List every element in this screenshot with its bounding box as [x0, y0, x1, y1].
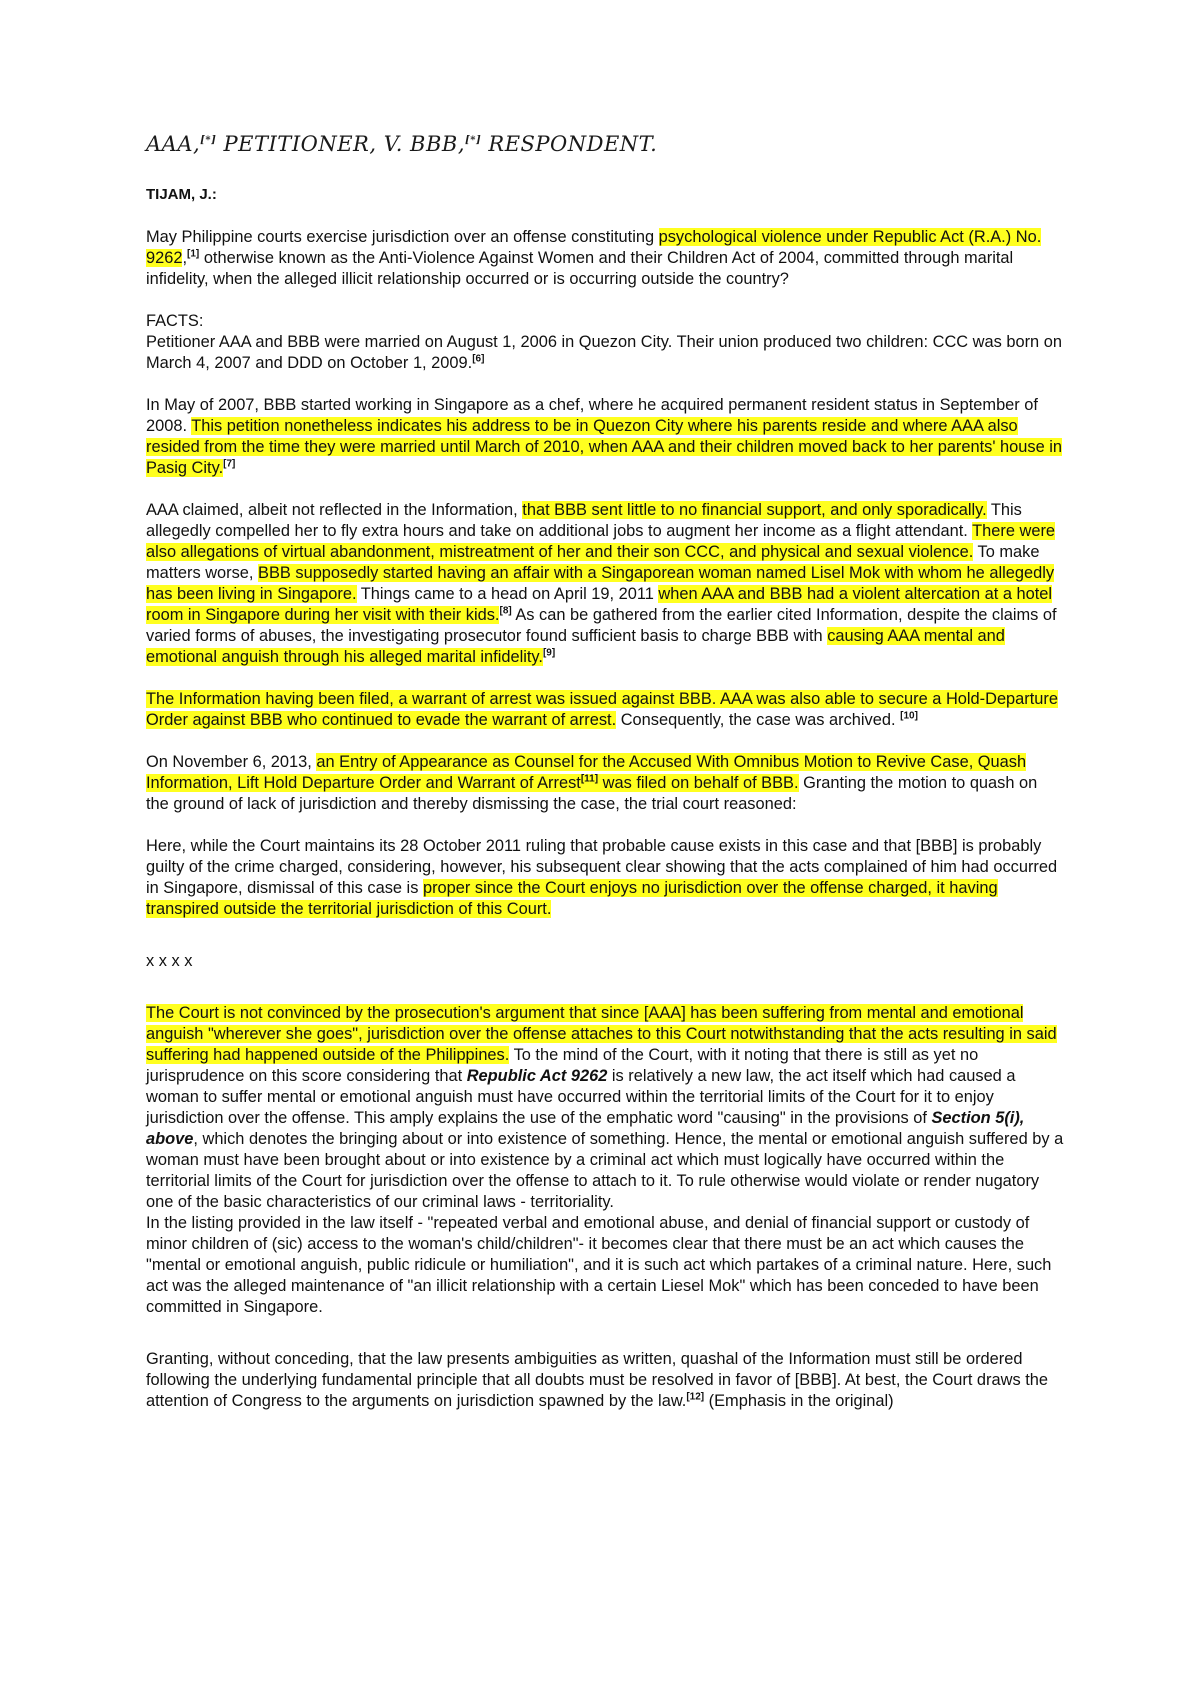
highlight: There were also allegations of virtual abandonment, mistreatment of her and their son CCC, and physical and sexual violence.: [146, 522, 1056, 561]
footnote-ref[interactable]: [*]: [200, 135, 217, 146]
highlight: causing AAA mental and emotional anguish through his alleged marital infidelity.: [146, 627, 1005, 666]
footnote-ref[interactable]: [8]: [499, 605, 512, 617]
highlight: The Information having been filed, a warrant of arrest was issued against BBB. AAA was also able to secure a Hold-Departure Order against BBB who continued to evade the warrant of arrest.: [146, 690, 1058, 729]
footnote-ref[interactable]: [9]: [542, 647, 556, 659]
residence-paragraph: In May of 2007, BBB started working in Singapore as a chef, where he acquired permanent resident status in September of 2008. This petition nonetheless indicates his address to be in Quezon City where his parents reside and where AAA also resided from the time they were married until March of 2010, when AAA and their children moved back to her parents' house in Pasig City.[7]: [146, 396, 1063, 477]
footnote-ref[interactable]: [7]: [223, 458, 236, 470]
issue-paragraph: May Philippine courts exercise jurisdiction over an offense constituting psychological violence under Republic Act (R.A.) No. 9262,[1] otherwise known as the Anti-Violence Against Women and their Children Act of 2004, committed through marital infidelity, when the alleged illicit relationship occurred or is occurring outside the country?: [146, 228, 1042, 288]
footnote-ref[interactable]: [6]: [472, 353, 485, 365]
listing-paragraph: In the listing provided in the law itself - "repeated verbal and emotional abuse, and denial of financial support or custody of minor children of (sic) access to the woman's child/children"- it becomes clear that there must be an act which causes the "mental or emotional anguish, public ridicule or humiliation", and it is such act which partakes of a criminal nature. Here, such act was the alleged maintenance of "an illicit relationship with a certain Liesel Mok" which has been conceded to have been committed in Singapore.: [146, 1214, 1052, 1316]
highlight: that BBB sent little to no financial support, and only sporadically.: [522, 501, 987, 519]
facts-paragraph: Petitioner AAA and BBB were married on August 1, 2006 in Quezon City. Their union produced two children: CCC was born on March 4, 2007 and DDD on October 1, 2009.[6]: [146, 333, 1062, 372]
highlight: psychological violence under Republic Act (R.A.) No. 9262: [146, 228, 1042, 267]
footnote-ref[interactable]: [10]: [900, 710, 918, 722]
claims-paragraph: AAA claimed, albeit not reflected in the Information, that BBB sent little to no financial support, and only sporadically. This allegedly compelled her to fly extra hours and take on additional jobs to augment her income as a flight attendant. There were also allegations of virtual abandonment, mistreatment of her and their son CCC, and physical and sexual violence. To make matters worse, BBB supposedly started having an affair with a Singaporean woman named Lisel Mok with whom he allegedly has been living in Singapore. Things came to a head on April 19, 2011 when AAA and BBB had a violent altercation at a hotel room in Singapore during her visit with their kids.[8] As can be gathered from the earlier cited Information, despite the claims of varied forms of abuses, the investigating prosecutor found sufficient basis to charge BBB with causing AAA mental and emotional anguish through his alleged marital infidelity.[9]: [146, 501, 1057, 666]
footnote-ref[interactable]: [12]: [686, 1391, 705, 1403]
case-title: AAA,[*] PETITIONER, V. BBB,[*] RESPONDENT.: [146, 132, 658, 156]
highlight: an Entry of Appearance as Counsel for the Accused With Omnibus Motion to Revive Case, Quash Information, Lift Hold Departure Order and Warrant of Arrest[11] was filed on behalf of BBB.: [146, 753, 1027, 792]
ellipsis-separator: x x x x: [146, 952, 193, 970]
facts-heading: FACTS:: [146, 312, 204, 330]
ponente: TIJAM, J.:: [146, 186, 217, 203]
warrant-paragraph: The Information having been filed, a warrant of arrest was issued against BBB. AAA was also able to secure a Hold-Departure Order against BBB who continued to evade the warrant of arrest. Consequently, the case was archived. [10]: [146, 690, 1058, 729]
emphasis: Section 5(i), above: [146, 1109, 1025, 1148]
conclusion-paragraph: Granting, without conceding, that the law presents ambiguities as written, quashal of the Information must still be ordered following the underlying fundamental principle that all doubts must be resolved in favor of [BBB]. At best, the Court draws the attention of Congress to the arguments on jurisdiction spawned by the law.[12] (Emphasis in the original): [146, 1350, 1048, 1410]
footnote-ref[interactable]: [*]: [465, 135, 482, 146]
emphasis: Republic Act 9262: [466, 1067, 608, 1085]
highlight: BBB supposedly started having an affair with a Singaporean woman named Lisel Mok with whom he allegedly has been living in Singapore.: [146, 564, 1055, 603]
motion-paragraph: On November 6, 2013, an Entry of Appearance as Counsel for the Accused With Omnibus Motion to Revive Case, Quash Information, Lift Hold Departure Order and Warrant of Arrest[11] was filed on behalf of BBB. Granting the motion to quash on the ground of lack of jurisdiction and thereby dismissing the case, the trial court reasoned:: [146, 753, 1038, 813]
highlight: This petition nonetheless indicates his address to be in Quezon City where his parents reside and where AAA also resided from the time they were married until March of 2010, when AAA and their children moved back to her parents' house in Pasig City.: [146, 417, 1063, 477]
highlight: proper since the Court enjoys no jurisdiction over the offense charged, it having transpired outside the territorial jurisdiction of this Court.: [146, 879, 998, 918]
document-page: [146, 132, 1064, 1412]
court-reasoning-paragraph: The Court is not convinced by the prosecution's argument that since [AAA] has been suffering from mental and emotional anguish "wherever she goes", jurisdiction over the offense attaches to this Court notwithstanding that the acts resulting in said suffering had happened outside of the Philippines. To the mind of the Court, with it noting that there is still as yet no jurisprudence on this score considering that Republic Act 9262 is relatively a new law, the act itself which had caused a woman to suffer mental or emotional anguish must have occurred within the territorial limits of the Court for it to enjoy jurisdiction over the offense. This amply explains the use of the emphatic word "causing" in the provisions of Section 5(i), above, which denotes the bringing about or into existence of something. Hence, the mental or emotional anguish suffered by a woman must have been brought about or into existence by a criminal act which must logically have occurred within the territorial limits of the Court for jurisdiction over the offense to attach to it. To rule otherwise would violate or render nugatory one of the basic characteristics of our criminal laws - territoriality.: [146, 1004, 1064, 1211]
footnote-ref[interactable]: [1]: [187, 248, 200, 260]
footnote-ref[interactable]: [11]: [580, 773, 599, 785]
highlight: when AAA and BBB had a violent altercation at a hotel room in Singapore during her visit with their kids.: [146, 585, 1053, 624]
quoted-ruling-paragraph: Here, while the Court maintains its 28 October 2011 ruling that probable cause exists in this case and that [BBB] is probably guilty of the crime charged, considering, however, his subsequent clear showing that the acts complained of him had occurred in Singapore, dismissal of this case is proper since the Court enjoys no jurisdiction over the offense charged, it having transpired outside the territorial jurisdiction of this Court.: [146, 837, 1058, 918]
highlight: The Court is not convinced by the prosecution's argument that since [AAA] has been suffering from mental and emotional anguish "wherever she goes", jurisdiction over the offense attaches to this Court notwithstanding that the acts resulting in said suffering had happened outside of the Philippines.: [146, 1004, 1057, 1064]
